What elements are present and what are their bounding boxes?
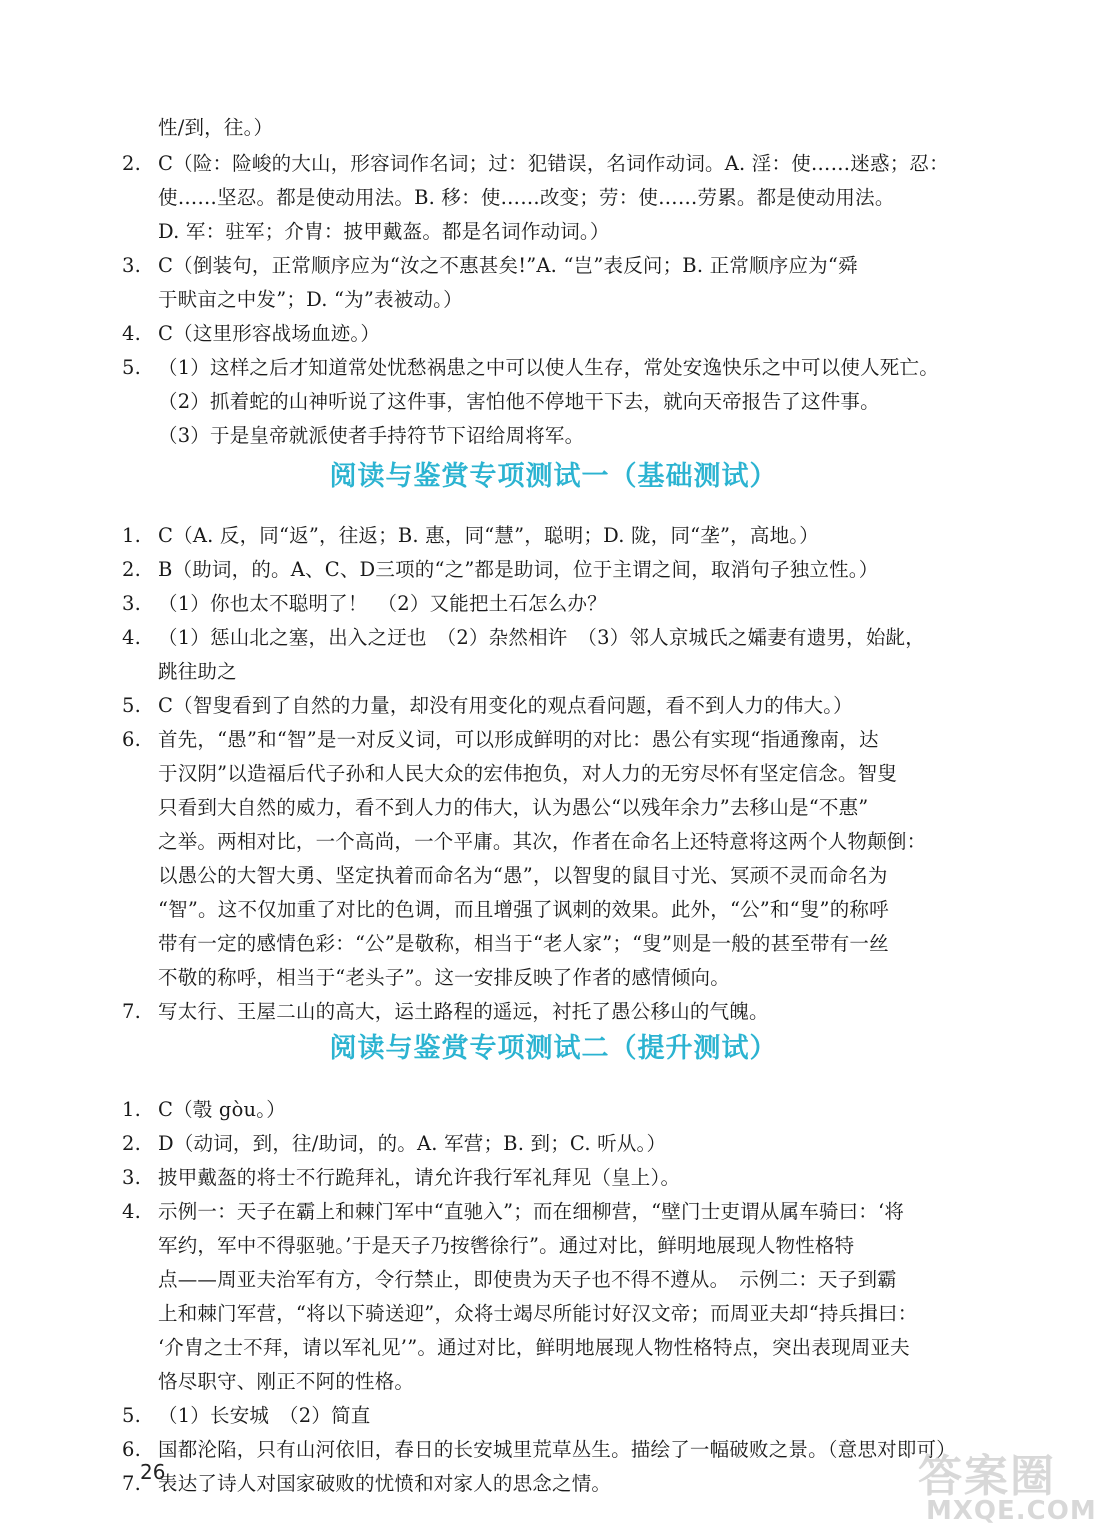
answer-line: 于畎亩之中发”；D. “为”表被动。） (158, 288, 463, 311)
answer-line: 披甲戴盔的将士不行跪拜礼，请允许我行军礼拜见（皇上）。 (158, 1166, 681, 1189)
watermark-url: MXQE.COM (926, 1496, 1097, 1526)
answer-line: 示例一：天子在霸上和棘门军中“直驰入”；而在细柳营，“壁门士吏谓从属车骑曰：‘将 (158, 1200, 905, 1223)
answer-line: 只看到大自然的威力，看不到人力的伟大，认为愚公“以残年余力”去移山是“不惠” (158, 796, 869, 819)
item-number: 3. (122, 592, 142, 615)
item-number: 1. (122, 1098, 142, 1121)
answer-line: 恪尽职守、刚正不阿的性格。 (158, 1370, 415, 1393)
answer-line: C（这里形容战场血迹。） (158, 322, 381, 345)
answer-line: （1）这样之后才知道常处忧愁祸患之中可以使人生存，常处安逸快乐之中可以使人死亡。 (158, 356, 939, 379)
item-number: 2. (122, 152, 142, 175)
section-heading: 阅读与鉴赏专项测试二（提升测试） (329, 1033, 778, 1064)
answer-line: 跳往助之 (158, 660, 237, 683)
item-number: 5. (122, 694, 142, 717)
answer-line: （1）惩山北之塞，出入之迂也 （2）杂然相许 （3）邻人京城氏之孀妻有遗男，始龀， (158, 626, 925, 649)
answer-line: 不敬的称呼，相当于“老头子”。这一安排反映了作者的感情倾向。 (158, 966, 730, 989)
answer-line: 带有一定的感情色彩：“公”是敬称，相当于“老人家”；“叟”则是一般的甚至带有一丝 (158, 932, 889, 955)
item-number: 5. (122, 356, 142, 379)
answer-line: D. 军：驻军；介胄：披甲戴盔。都是名词作动词。） (158, 220, 610, 243)
answer-line: C（倒装句，正常顺序应为“汝之不惠甚矣!”A. “岂”表反问；B. 正常顺序应为“舜 (158, 254, 858, 277)
item-number: 7. (122, 1472, 142, 1495)
answer-line: （1）你也太不聪明了！ （2）又能把土石怎么办？ (158, 592, 607, 615)
answer-line: D（动词，到，往/助词，的。A. 军营；B. 到；C. 听从。） (158, 1132, 667, 1155)
answer-line: B（助词，的。A、C、D三项的“之”都是助词，位于主谓之间，取消句子独立性。） (158, 558, 879, 581)
item-number: 1. (122, 524, 142, 547)
answer-line: 性/到，往。） (158, 116, 274, 139)
item-number: 4. (122, 322, 142, 345)
section-heading: 阅读与鉴赏专项测试一（基础测试） (329, 461, 778, 492)
answer-line: 于汉阴”以造福后代子孙和人民大众的宏伟抱负，对人力的无穷尽怀有坚定信念。智叟 (158, 762, 898, 785)
answer-line: 上和棘门军营，“将以下骑送迎”，众将士竭尽所能讨好汉文帝；而周亚夫却“持兵揖曰： (158, 1302, 918, 1325)
item-number: 2. (122, 558, 142, 581)
page-number: 26 (140, 1460, 166, 1484)
answer-line: C（智叟看到了自然的力量，却没有用变化的观点看问题，看不到人力的伟大。） (158, 694, 853, 717)
answer-line: “智”。这不仅加重了对比的色调，而且增强了讽刺的效果。此外，“公”和“叟”的称呼 (158, 898, 889, 921)
watermark-logo (908, 1440, 1097, 1530)
answer-line: 写太行、王屋二山的高大，运土路程的遥远，衬托了愚公移山的气魄。 (158, 1000, 769, 1023)
answer-line: 军约，军中不得驱驰。’于是天子乃按辔徐行”。通过对比，鲜明地展现人物性格特 (158, 1234, 855, 1257)
answer-line: 之举。两相对比，一个高尚，一个平庸。其次，作者在命名上还特意将这两个人物颠倒： (158, 830, 927, 853)
item-number: 4. (122, 1200, 142, 1223)
answer-line: 首先，“愚”和“智”是一对反义词，可以形成鲜明的对比：愚公有实现“指通豫南，达 (158, 728, 879, 751)
answer-line: 以愚公的大智大勇、坚定执着而命名为“愚”，以智叟的鼠目寸光、冥顽不灵而命名为 (158, 864, 888, 887)
watermark-text: 答案圈 (918, 1451, 1056, 1502)
answer-line: 使……坚忍。都是使动用法。B. 移：使……改变；劳：使……劳累。都是使动用法。 (158, 186, 895, 209)
item-number: 2. (122, 1132, 142, 1155)
answer-line: 点——周亚夫治军有方，令行禁止，即使贵为天子也不得不遵从。 示例二：天子到霸 (158, 1268, 897, 1291)
answer-line: ‘介胄之士不拜，请以军礼见’”。通过对比，鲜明地展现人物性格特点，突出表现周亚夫 (158, 1336, 910, 1359)
item-number: 5. (122, 1404, 142, 1427)
answer-line: 国都沦陷，只有山河依旧，春日的长安城里荒草丛生。描绘了一幅破败之景。（意思对即可） (158, 1438, 956, 1461)
answer-line: C（险：险峻的大山，形容词作名词；过：犯错误，名词作动词。A. 淫：使……迷惑；忍： (158, 152, 949, 175)
item-number: 6. (122, 1438, 142, 1461)
answer-line: 表达了诗人对国家破败的忧愤和对家人的思念之情。 (158, 1472, 612, 1495)
answer-line: C（彀 gòu。） (158, 1098, 286, 1121)
answer-line: （2）抓着蛇的山神听说了这件事，害怕他不停地干下去，就向天帝报告了这件事。 (158, 390, 880, 413)
item-number: 3. (122, 1166, 142, 1189)
item-number: 3. (122, 254, 142, 277)
answer-line: C（A. 反，同“返”，往返；B. 惠，同“慧”，聪明；D. 陇，同“垄”，高地。） (158, 524, 819, 547)
item-number: 7. (122, 1000, 142, 1023)
answer-line: （3）于是皇帝就派使者手持符节下诏给周将军。 (158, 424, 585, 447)
answer-line: （1）长安城 （2）简直 (158, 1404, 371, 1427)
item-number: 4. (122, 626, 142, 649)
item-number: 6. (122, 728, 142, 751)
